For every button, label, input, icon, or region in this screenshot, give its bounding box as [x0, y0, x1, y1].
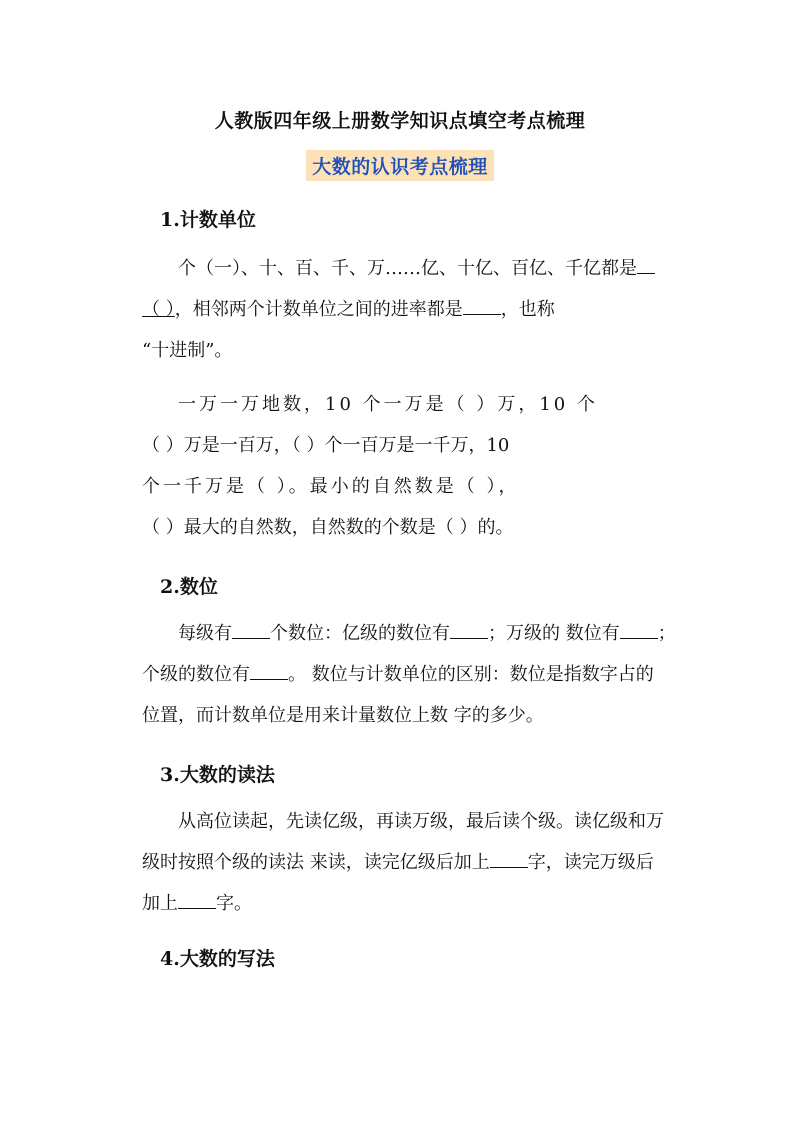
section-3-paragraph-1: [142, 801, 682, 924]
section-heading-3: 3.大数的读法: [160, 764, 275, 786]
paragraph-line: [142, 248, 682, 289]
document-subtitle: 大数的认识考点梳理: [306, 150, 494, 181]
text-run: 个级的数位有: [142, 664, 250, 685]
document-title: 人教版四年级上册数学知识点填空考点梳理: [214, 110, 586, 132]
paragraph-line: 一万一万地数，10 个一万是（ ）万，10 个: [178, 394, 598, 415]
text-run: 。 数位与计数单位的区别：数位是指数字占的: [288, 664, 654, 685]
fill-blank: [250, 659, 288, 680]
paragraph-line: [142, 613, 682, 654]
text-run: ，相邻两个计数单位之间的进率都是: [174, 299, 463, 320]
paragraph-line: 位置，而计数单位是用来计量数位上数 字的多少。: [142, 705, 544, 726]
text-run: 每级有: [178, 623, 232, 644]
text-run: 字。: [216, 893, 252, 914]
paragraph-line: [142, 289, 682, 330]
fill-blank: [178, 888, 216, 909]
fill-blank: [637, 253, 655, 274]
text-run: 级时按照个级的读法 来读，读完亿级后加上: [142, 852, 490, 873]
text-run: 字，读完万级后: [527, 852, 654, 873]
section-1-paragraph-1: [142, 248, 682, 371]
paragraph-line: “十进制”。: [142, 340, 233, 361]
fill-blank: [450, 618, 488, 639]
text-run: ，也称: [500, 299, 555, 320]
text-run: 个数位：亿级的数位有: [270, 623, 450, 644]
text-run: 加上: [142, 893, 178, 914]
section-1-paragraph-2: [142, 384, 682, 548]
paragraph-line: （ ）万是一百万，（ ）个一百万是一千万，10: [142, 435, 510, 456]
section-heading-4: 4.大数的写法: [160, 948, 275, 970]
fill-blank: [232, 618, 270, 639]
fill-blank: [490, 847, 528, 868]
text-run: ；: [657, 623, 676, 644]
text-run: ；万级的 数位有: [488, 623, 620, 644]
paragraph-line: 个一千万是（ ）。最小的自然数是（ ），: [142, 476, 520, 497]
underlined-blank-parens: （ ）: [142, 299, 175, 320]
section-heading-1: 1.计数单位: [160, 209, 256, 231]
paragraph-line: [142, 842, 682, 883]
text-run: 个（一）、十、百、千、万……亿、十亿、百亿、千亿都是: [178, 258, 637, 279]
paragraph-line: 从高位读起，先读亿级，再读万级，最后读个级。读亿级和万: [178, 811, 664, 832]
subtitle-container: [0, 150, 800, 181]
paragraph-line: （ ）最大的自然数，自然数的个数是（ ）的。: [142, 517, 514, 538]
section-2-paragraph-1: [142, 613, 682, 736]
section-heading-2: 2.数位: [160, 576, 218, 598]
fill-blank: [620, 618, 658, 639]
paragraph-line: [142, 883, 682, 924]
fill-blank: [463, 294, 501, 315]
paragraph-line: [142, 654, 682, 695]
